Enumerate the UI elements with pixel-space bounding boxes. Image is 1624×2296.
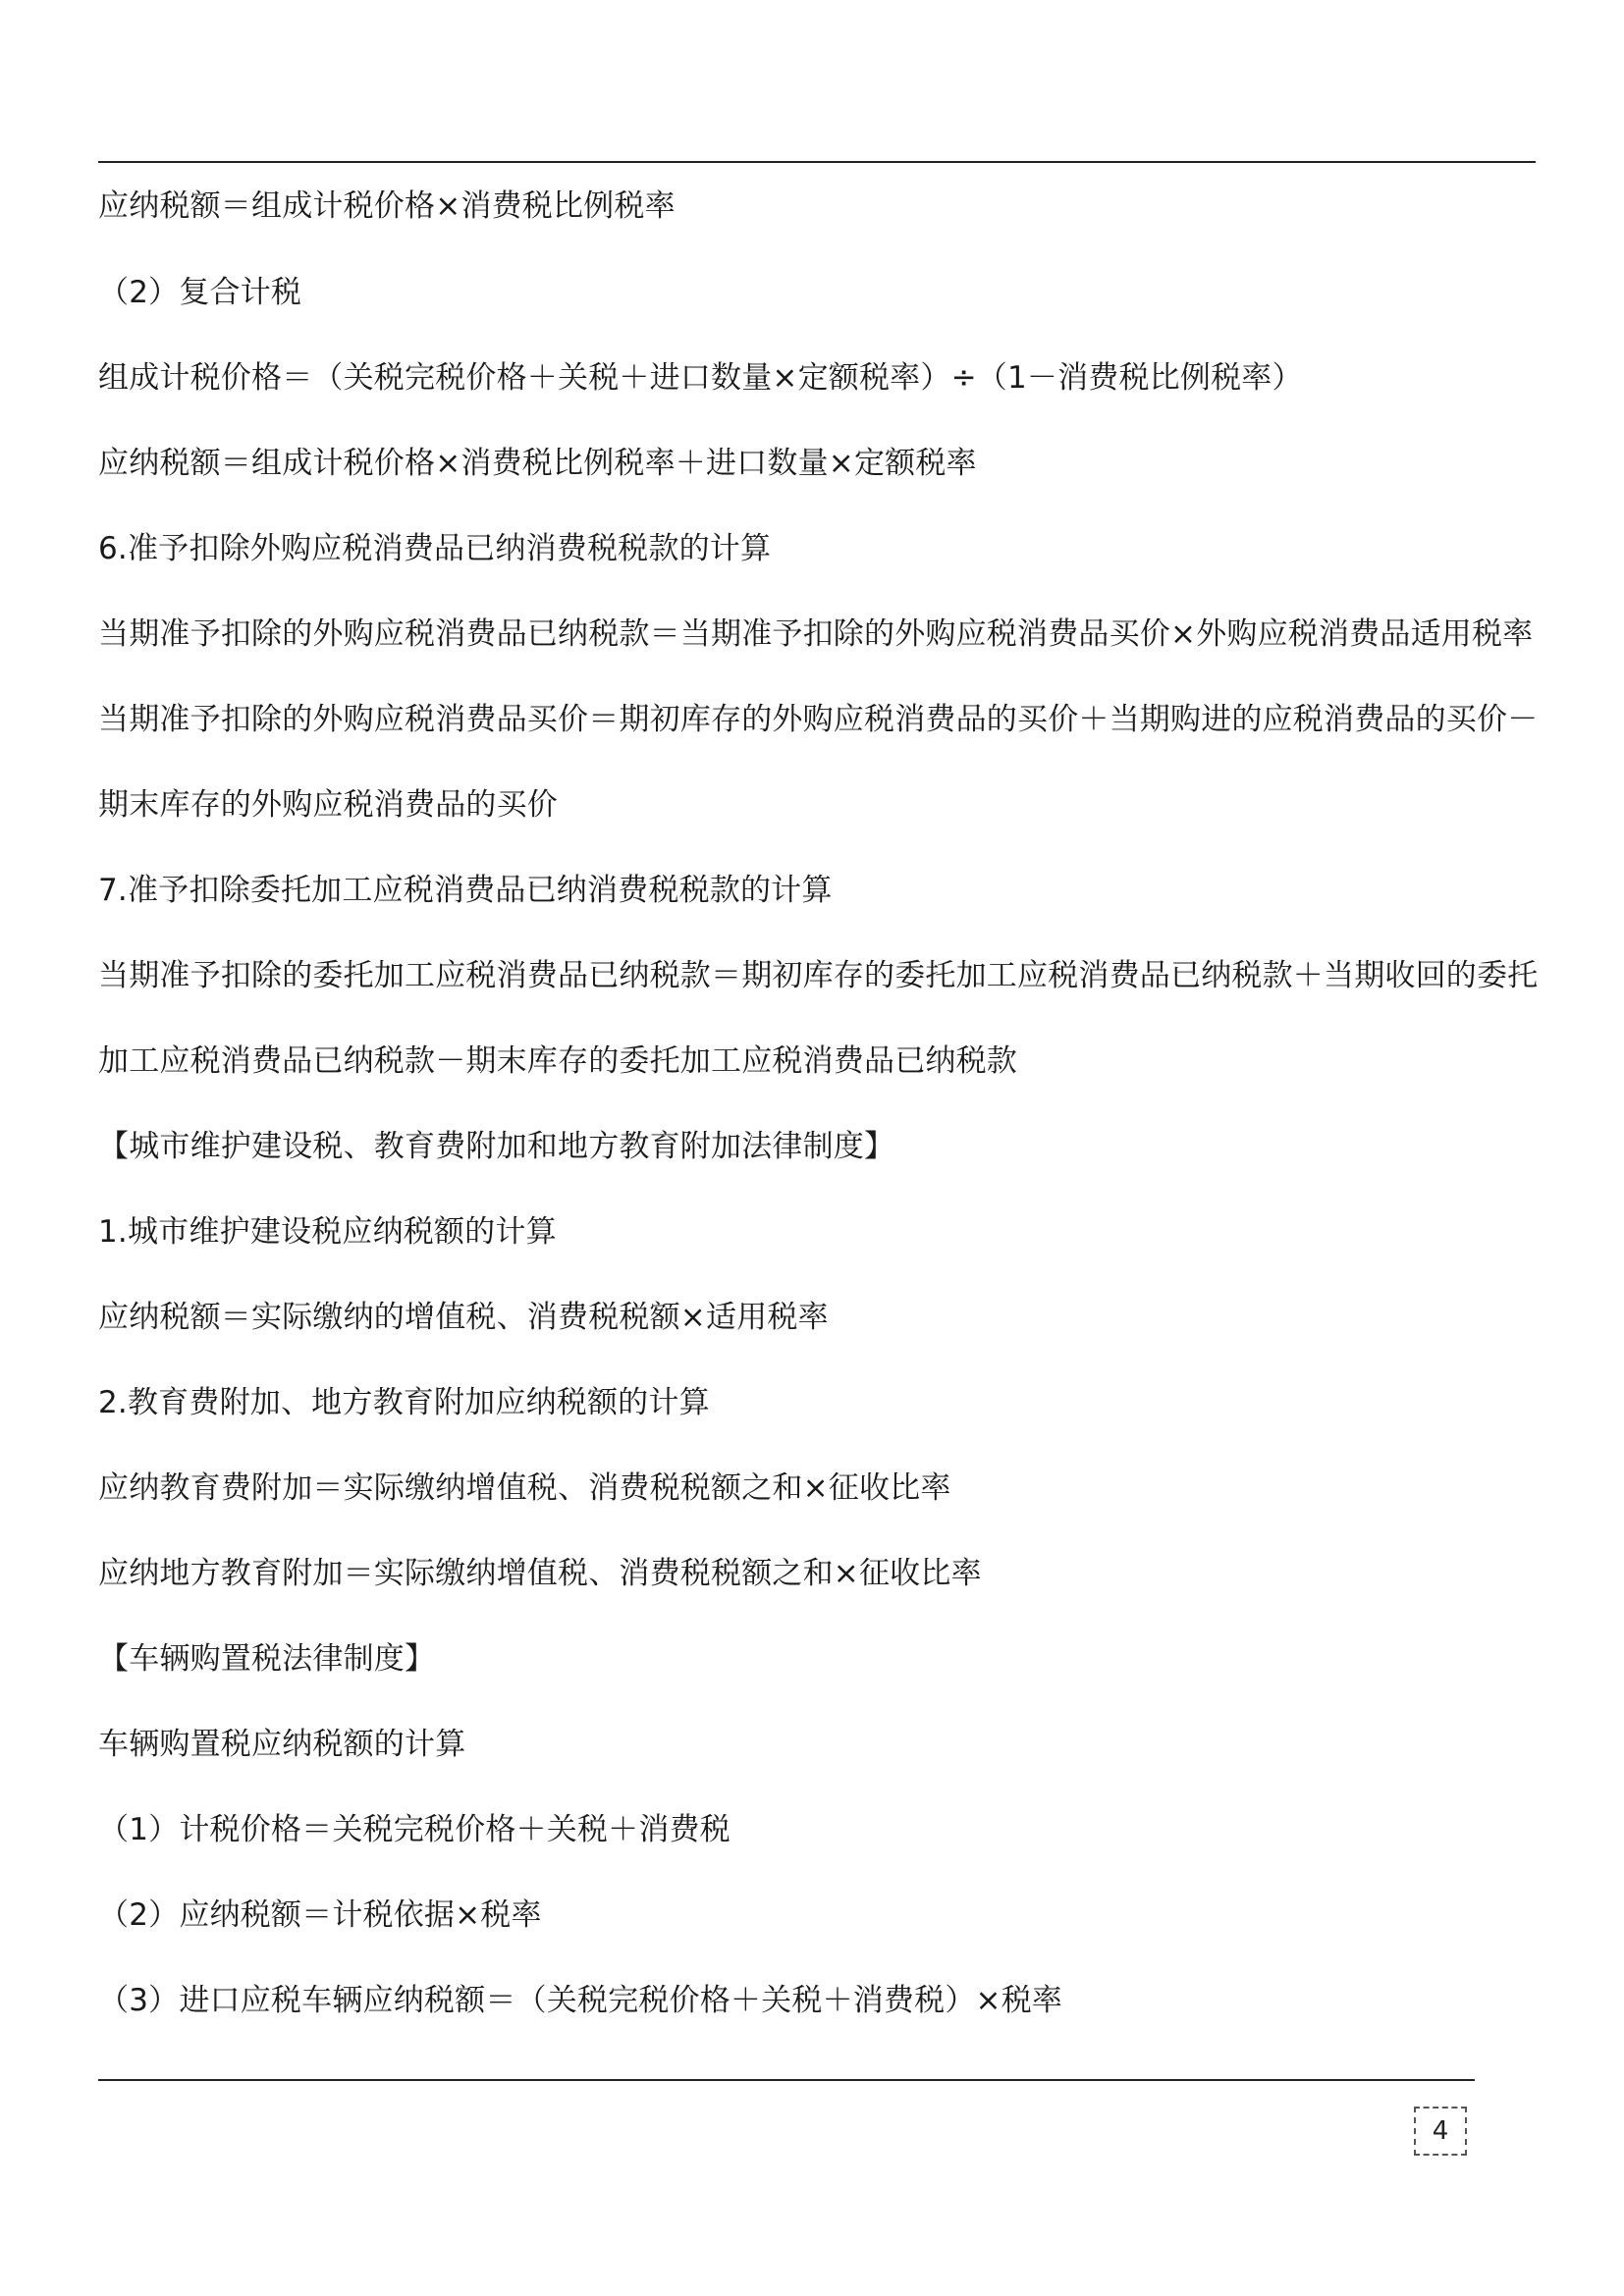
text-line: 应纳税额＝组成计税价格×消费税比例税率＋进口数量×定额税率 [98,446,977,481]
text-line: 组成计税价格＝（关税完税价格＋关税＋进口数量×定额税率）÷（1－消费税比例税率） [98,360,1303,396]
text-line: 应纳税额＝组成计税价格×消费税比例税率 [98,188,676,224]
text-line: 应纳税额＝实际缴纳的增值税、消费税税额×适用税率 [98,1300,829,1335]
chapter-heading: 【车辆购置税法律制度】 [98,1641,436,1677]
text-line: 期末库存的外购应税消费品的买价 [98,787,558,823]
section-heading: 车辆购置税应纳税额的计算 [98,1727,466,1762]
text-line: 应纳教育费附加＝实际缴纳增值税、消费税税额之和×征收比率 [98,1470,951,1506]
text-line: 加工应税消费品已纳税款－期末库存的委托加工应税消费品已纳税款 [98,1043,1017,1079]
chapter-heading: 【城市维护建设税、教育费附加和地方教育附加法律制度】 [98,1129,895,1164]
header-rule [98,161,1536,163]
text-line: 应纳地方教育附加＝实际缴纳增值税、消费税税额之和×征收比率 [98,1556,982,1591]
text-line: 当期准予扣除的外购应税消费品买价＝期初库存的外购应税消费品的买价＋当期购进的应税消费品的买价－ [98,702,1539,737]
section-heading: 7.准予扣除委托加工应税消费品已纳消费税税款的计算 [98,873,833,908]
text-line: （1）计税价格＝关税完税价格＋关税＋消费税 [98,1812,731,1847]
text-line: （2）复合计税 [98,275,302,310]
section-heading: 2.教育费附加、地方教育附加应纳税额的计算 [98,1385,710,1420]
text-line: 当期准予扣除的外购应税消费品已纳税款＝当期准予扣除的外购应税消费品买价×外购应税消费品适用税率 [98,616,1534,652]
text-line: 当期准予扣除的委托加工应税消费品已纳税款＝期初库存的委托加工应税消费品已纳税款＋当期收回的委托 [98,958,1539,993]
page-number: 4 [1414,2107,1467,2156]
footer-rule [98,2079,1475,2081]
text-line: （2）应纳税额＝计税依据×税率 [98,1897,542,1933]
text-line: （3）进口应税车辆应纳税额＝（关税完税价格＋关税＋消费税）×税率 [98,1983,1063,2018]
section-heading: 1.城市维护建设税应纳税额的计算 [98,1214,557,1250]
section-heading: 6.准予扣除外购应税消费品已纳消费税税款的计算 [98,531,772,566]
